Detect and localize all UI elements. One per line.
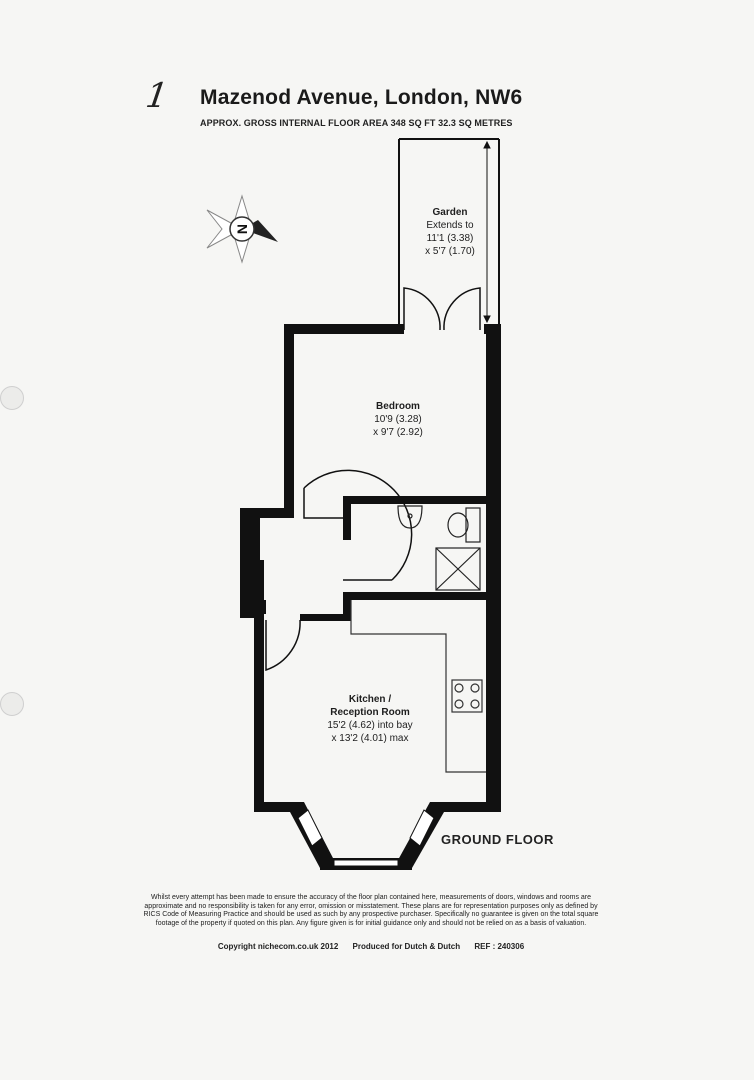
kitchen-dim-line2: x 13'2 (4.01) max: [331, 733, 409, 744]
kitchen-label: [300, 693, 440, 745]
garden-name: Garden: [432, 207, 468, 218]
compass-north-label: N: [234, 223, 250, 235]
garden-dim-line1: Extends to: [426, 220, 474, 231]
kitchen-dim-line1: 15'2 (4.62) into bay: [327, 720, 413, 731]
garden-dim-line3: x 5'7 (1.70): [425, 246, 475, 257]
copyright-text: Copyright nichecom.co.uk 2012: [217, 942, 339, 951]
kitchen-name-line1: Kitchen /: [348, 694, 392, 705]
bay-window: [290, 802, 444, 870]
kitchen-counter: [351, 600, 486, 772]
compass-icon: [207, 196, 278, 262]
bedroom-label: [338, 400, 458, 439]
page-number: 1: [143, 76, 171, 116]
bedroom-name: Bedroom: [376, 401, 420, 412]
french-doors: [404, 288, 480, 330]
garden-label: [402, 206, 498, 258]
garden-dim-line2: 11'1 (3.38): [426, 233, 474, 244]
kitchen-name-line2: Reception Room: [330, 707, 410, 718]
bedroom-dim-line2: x 9'7 (2.92): [373, 427, 423, 438]
floor-area-subtitle: APPROX. GROSS INTERNAL FLOOR AREA 348 SQ FT 32.3 SQ METRES: [200, 118, 513, 128]
floor-label: GROUND FLOOR: [441, 832, 554, 847]
bedroom-dim-line1: 10'9 (3.28): [374, 414, 422, 425]
disclaimer-text: Whilst every attempt has been made to ensure the accuracy of the floor plan contained here, measurements of doors, windows and rooms are approximate and no responsibility is taken for any error, omission or misstatement. These plans are for representation purposes only as defined by RICS Code of Measuring Practice and should be used as such by any prospective purchaser. Specifically no guarantee is given on the total square footage of the property if quoted on this plan. Any figure given is for initial guidance only and should not be relied on as a basis of valuation.: [143, 894, 599, 927]
footer-credits: [136, 942, 606, 951]
reference-text: REF : 240306: [474, 942, 525, 951]
produced-for-text: Produced for Dutch & Dutch: [352, 942, 461, 951]
interior-walls: [262, 496, 488, 621]
property-title: Mazenod Avenue, London, NW6: [200, 86, 523, 109]
